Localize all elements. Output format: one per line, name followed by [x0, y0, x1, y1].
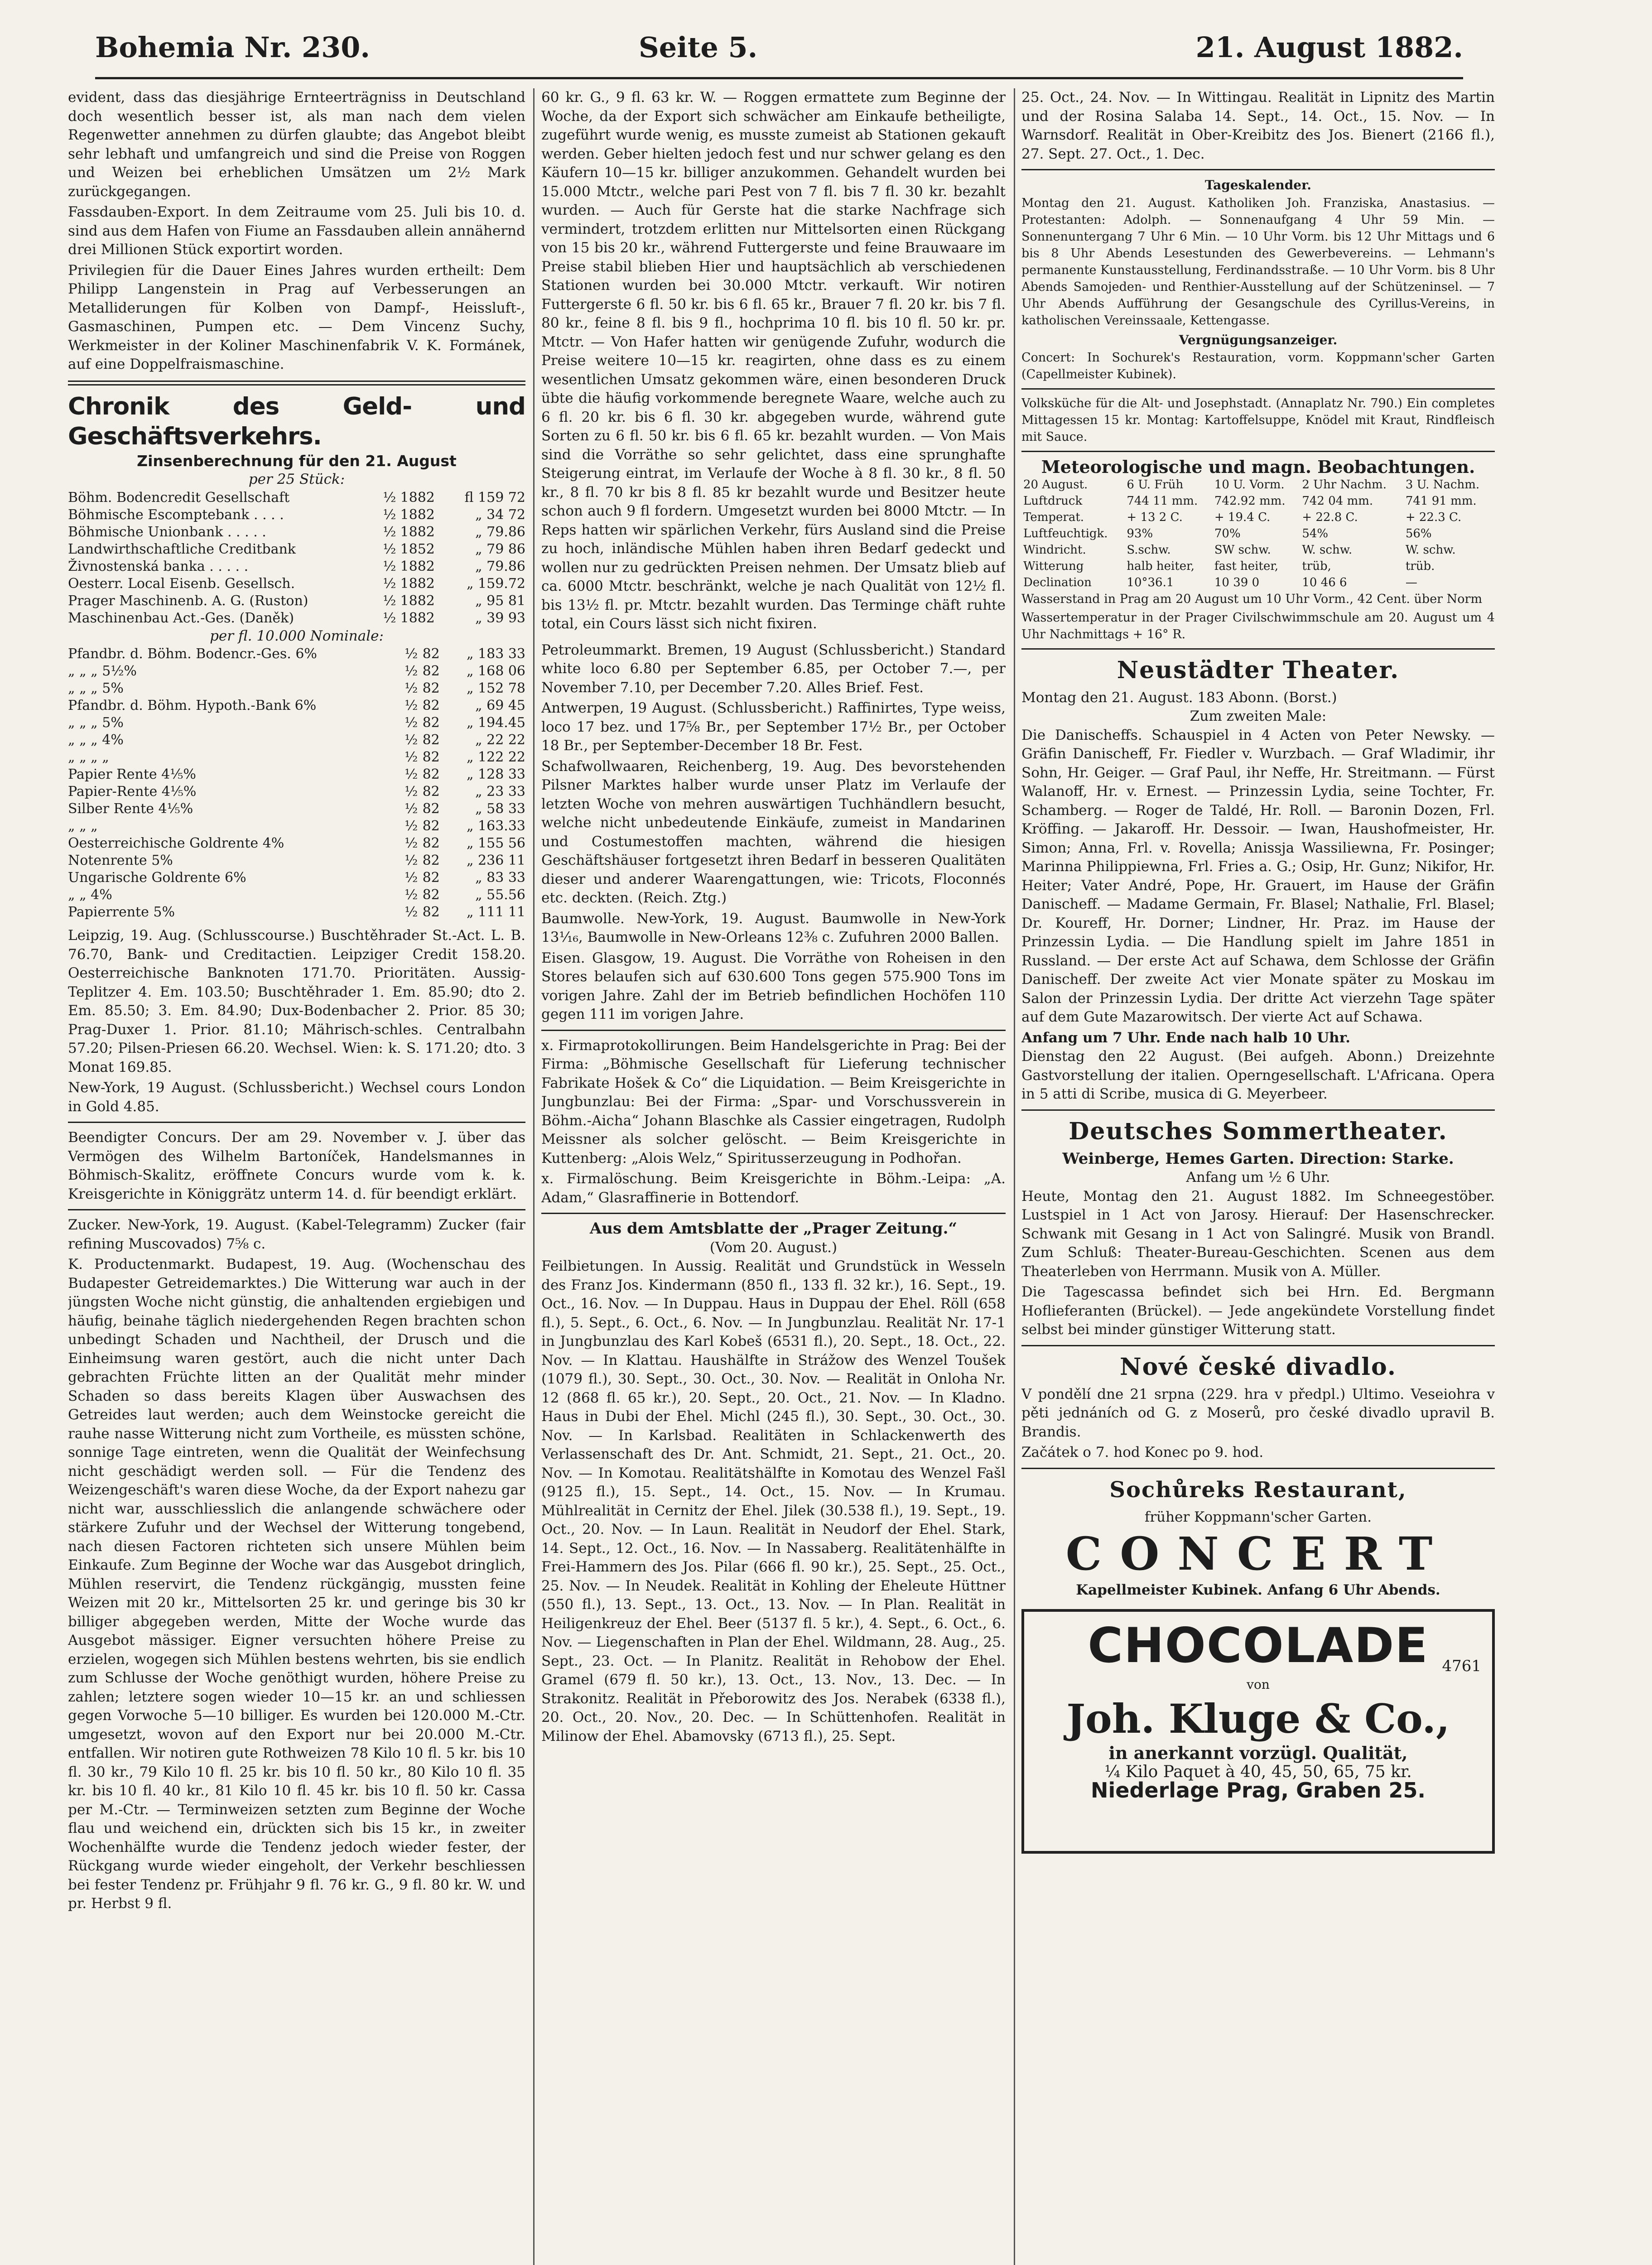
paragraph-getreide: 60 kr. G., 9 fl. 63 kr. W. — Roggen ermattete zum Beginne der Woche, da der Export sich schwächer am Einkaufe betheiligte, zugeführt wurde wenig, es musste zumeist ab Stationen gekauft werden. Geber hielten jedoch fest und nur schwer gelang es den Käufern 10—15 kr. billiger anzukommen. Gehandelt wurden bei 15.000 Mtctr., welche pari Pest von 7 fl. bis 7 fl. 30 kr. bezahlt wurden. — Auch für Gerste hat die starke Nachfrage sich vermindert, trotzdem erlitten nur Mittelsorten einen Rückgang von 15 bis 20 kr., während Futtergerste und feine Brauwaare im Preise stabil blieben Hier und hauptsächlich ab verschiedenen Stationen wurden bei 30.000 Mtctr. verkauft. Wir notiren Futtergerste 6 fl. 50 kr. bis 6 fl. 65 kr., Brauer 7 fl. 20 kr. bis 7 fl. 80 kr., feine 8 fl. bis 9 fl., hochprima 10 fl. bis 10 fl. 50 kr. pr. Mtctr. — Von Hafer hatten wir genügende Zufuhr, wodurch die Preise weitere 10—15 kr. reagirten, ohne dass es zu einem wesentlichen Umsatz gekommen wäre, einen besonderen Druck übte die häufig vorkommende beregnete Waare, welche auch zu 6 fl. 20 kr. bis 6 fl. 30 kr. abgegeben wurde, während gute Sorten zu 6 fl. 50 kr. bis 6 fl. 65 kr. bezahlt wurden. — Von Mais sind die Vorräthe so sehr gelichtet, dass eine sprunghafte Steigerung eintrat, im Verlaufe der Woche à 8 fl. 30 kr., 8 fl. 50 kr., 8 fl. 70 kr bis 8 fl. 85 kr bezahlt wurde und Besitzer heute schon auch 9 fl fordern. Umgesetzt wurden bei 8000 Mtctr. — In Reps hatten wir spärlichen Verkehr, fürs Ausland sind die Preise zu hoch, inländische Mühlen haben ihren Bedarf gedeckt und wollen nur zu gedrückten Preisen nehmen. Der Umsatz blieb auf ca. 6000 Mtctr. beschränkt, welche je nach Qualität von 12½ fl. bis 13½ fl. pr. Mtctr. bezahlt wurden. Das Terminge chäft ruhte total, ein Cours lässt sich nicht fixiren. — [541, 89, 1006, 632]
meteorology-row — [1021, 525, 1495, 542]
rate-value: „ 79.86 — [475, 558, 525, 574]
masthead — [95, 27, 1463, 79]
paragraph-schafwolle: Schafwollwaaren, Reichenberg, 19. Aug. Des bevorstehenden Pilsner Marktes halber wurde unser Platz im Verlaufe der letzten Woche von mehren auswärtigen Tuchhändlern besucht, welche nicht unbedeutende Einkäufe, zumeist in Mandarinen und Costumestoffen machten, während die hiesigen Geschäftshäuser fortgesetzt ihren Bedarf in besseren Qualitäten dieser und anderer Waarengattungen, wie: Tricots, Floconnés etc. deckten. (Reich. Ztg.) — [541, 758, 1006, 906]
rate-value: „ 236 11 — [466, 853, 525, 868]
rate-year: 82 — [422, 887, 440, 903]
rate-fraction: ½ — [405, 818, 418, 834]
divider — [1021, 1109, 1495, 1111]
per-10000-label: per fl. 10.000 Nominale: — [210, 627, 384, 644]
rate-fraction: ½ — [405, 732, 418, 748]
chocolade-firm: Joh. Kluge & Co., — [1066, 1695, 1450, 1742]
rate-year: 82 — [422, 766, 440, 782]
rate-fraction: ½ — [405, 646, 418, 662]
met-value: 10 U. Vorm. — [1214, 477, 1285, 492]
sochurek-sub: früher Koppmann'scher Garten. — [1144, 1508, 1372, 1525]
theater-neustadt-date: Montag den 21. August. 183 Abonn. (Borst.) — [1021, 689, 1337, 706]
met-value: 6 U. Früh — [1127, 477, 1184, 492]
divider — [68, 381, 525, 386]
paragraph-wassertemperatur: Wassertemperatur in der Prager Civilschwimmschule am 20. August um 4 Uhr Nachmittags + 16° R. — [1021, 610, 1495, 641]
rate-fraction: ½ — [405, 680, 418, 696]
meteorology-row — [1021, 542, 1495, 558]
paragraph-wasserstand: Wasserstand in Prag am 20 August um 10 Uhr Vorm., 42 Cent. über Norm — [1021, 592, 1483, 606]
rate-value: „ 69 45 — [475, 698, 525, 713]
met-value: trüb. — [1405, 559, 1435, 573]
rate-year: 1882 — [400, 593, 435, 609]
rate-value: „ 55.56 — [475, 887, 525, 903]
section-subtitle-zinsen: Zinsenberechnung für den 21. August — [137, 452, 457, 470]
met-value: trüb, — [1302, 559, 1331, 573]
rate-name: „ „ 4% — [68, 887, 112, 903]
rate-value: „ 34 72 — [475, 506, 525, 523]
rate-year: 82 — [422, 818, 440, 834]
rate-fraction: ½ — [405, 663, 418, 679]
rate-name: „ „ „ 5½% — [68, 663, 137, 679]
theater-neustadt-next: Dienstag den 22 August. (Bei aufgeh. Abonn.) Dreizehnte Gastvorstellung der italien. Operngesellschaft. L'Africana. Opera in 5 atti di Scribe, musica di G. Meyerbeer. — [1021, 1048, 1495, 1102]
rate-name: „ „ „ — [68, 818, 98, 834]
met-value: 744 11 mm. — [1127, 494, 1198, 508]
rate-name: Papier-Rente 4⅕% — [68, 784, 197, 800]
rate-fraction: ½ — [383, 558, 396, 574]
rate-name: Živnostenská banka . . . . . — [68, 558, 249, 574]
met-value: 3 U. Nachm. — [1405, 477, 1480, 492]
paragraph-baumwolle: Baumwolle. New-York, 19. August. Baumwolle in New-York 13⅟₁₆, Baumwolle in New-Orleans 12⅜ c. Zufuhren 2000 Ballen. — [541, 910, 1006, 945]
rate-year: 82 — [422, 680, 440, 696]
rate-fraction: ½ — [405, 887, 418, 903]
paragraph-newyork: New-York, 19 August. (Schlussbericht.) Wechsel cours London in Gold 4.85. — [68, 1079, 525, 1115]
paragraph-zucker: Zucker. New-York, 19. August. (Kabel-Telegramm) Zucker (fair refining Muscovados) 7⅝ c. — [68, 1217, 525, 1252]
paragraph-vergnuegung: Concert: In Sochurek's Restauration, vorm. Koppmann'scher Garten (Capellmeister Kubinek). — [1021, 351, 1495, 381]
rate-name: Landwirthschaftliche Creditbank — [68, 541, 296, 557]
met-value: — — [1405, 575, 1417, 589]
tageskalender-title: Tageskalender. — [1204, 178, 1312, 193]
sommertheater-text: Heute, Montag den 21. August 1882. Im Schneegestöber. Lustspiel in 1 Act von Jarosy. Hierauf: Der Hasenschrecker. Schwank mit Gesang in 1 Act von Salingré. Musik von Brandl. Zum Schluß: Theater-Bureau-Geschichten. Scenen aus dem Theaterleben von Herrmann. Musik von A. Müller. — [1021, 1188, 1495, 1280]
divider — [541, 1213, 1006, 1214]
rate-year: 1852 — [400, 541, 435, 557]
met-value: 10°36.1 — [1127, 575, 1174, 589]
chocolade-prices: ¼ Kilo Paquet à 40, 45, 50, 65, 75 kr. — [1104, 1762, 1412, 1781]
rate-value: „ 128 33 — [466, 766, 525, 782]
rate-name: Oesterreichische Goldrente 4% — [68, 835, 284, 851]
rate-fraction: ½ — [383, 524, 396, 540]
met-value: SW schw. — [1214, 543, 1271, 557]
theater-neustadt-anfang: Anfang um 7 Uhr. Ende nach halb 10 Uhr. — [1021, 1029, 1351, 1046]
met-value: + 13 2 C. — [1127, 510, 1183, 524]
met-value: fast heiter, — [1214, 559, 1279, 573]
meteorology-table — [1021, 477, 1495, 591]
theater-neustadt-zum: Zum zweiten Male: — [1190, 708, 1327, 724]
rate-year: 82 — [422, 801, 440, 817]
theater-neustadt-title: Neustädter Theater. — [1117, 656, 1400, 684]
rate-value: „ 152 78 — [466, 680, 525, 696]
rate-row — [68, 506, 525, 524]
met-value: 2 Uhr Nachm. — [1302, 477, 1387, 492]
rate-fraction: ½ — [405, 870, 418, 886]
column-middle — [541, 88, 1006, 2265]
rate-name: Silber Rente 4⅕% — [68, 801, 193, 817]
sommertheater-anfang: Anfang um ½ 6 Uhr. — [1186, 1169, 1330, 1186]
rate-name: Böhmische Unionbank . . . . . — [68, 524, 266, 540]
section-title-chronik: Chronik des Geld- und Geschäftsverkehrs. — [68, 392, 525, 450]
rate-year: 82 — [422, 749, 440, 765]
rate-name: Prager Maschinenb. A. G. (Ruston) — [68, 593, 308, 609]
rate-fraction: ½ — [405, 698, 418, 713]
meteorology-title: Meteorologische und magn. Beobachtungen. — [1041, 457, 1475, 477]
met-label: Luftfeuchtigk. — [1023, 526, 1108, 540]
meteorology-row — [1021, 574, 1495, 591]
met-value: S.schw. — [1127, 543, 1171, 557]
rate-fraction: ½ — [383, 610, 396, 626]
chocolade-niederlage: Niederlage Prag, Graben 25. — [1091, 1778, 1426, 1802]
rate-name: Oesterr. Local Eisenb. Gesellsch. — [68, 575, 295, 592]
rate-year: 82 — [422, 870, 440, 886]
meteorology-row — [1021, 493, 1495, 509]
rate-name: „ „ „ 5% — [68, 715, 124, 731]
rate-year: 82 — [422, 732, 440, 748]
met-label: 20 August. — [1023, 477, 1088, 492]
rate-value: „ 79 86 — [475, 541, 525, 557]
rate-row — [68, 575, 525, 593]
rate-row — [68, 904, 525, 921]
rate-fraction: ½ — [383, 593, 396, 609]
rate-name: Papierrente 5% — [68, 904, 175, 920]
rate-row — [68, 646, 525, 663]
rate-value: fl 159 72 — [464, 489, 525, 506]
met-value: 10 39 0 — [1214, 575, 1260, 589]
paragraph-leipzig: Leipzig, 19. Aug. (Schlusscourse.) Buschtěhrader St.-Act. L. B. 76.70, Bank- und Creditactien. Leipziger Credit 158.20. Oesterreichische Banknoten 171.70. Prioritäten. Aussig-Teplitzer 4. Em. 103.50; Buschtěhrader 1. Em. 85.90; dto 2. Em. 85.50; 3. Em. 84.90; Dux-Bodenbacher 2. Prior. 85 30; Prag-Duxer 1. Prior. 81.10; Mährisch-schles. Centralbahn 57.20; Pilsen-Priesen 66.20. Wechsel. Wien: k. S. 171.20; dto. 3 Monat 169.85. — [68, 927, 525, 1075]
met-value: 741 91 mm. — [1405, 494, 1477, 508]
sommertheater-kassa: Die Tagescassa befindet sich bei Hrn. Ed. Bergmann Hoflieferanten (Brückel). — Jede angekündete Vorstellung findet selbst bei minder günstiger Witterung statt. — [1021, 1284, 1495, 1338]
column-divider — [1014, 88, 1015, 2265]
divider — [68, 1209, 525, 1210]
divider — [1021, 451, 1495, 452]
met-value: 93% — [1127, 526, 1153, 540]
rate-value: „ 95 81 — [475, 593, 525, 609]
rate-name: „ „ „ 4% — [68, 732, 124, 748]
rate-fraction: ½ — [383, 489, 396, 506]
rate-value: „ 39 93 — [475, 610, 525, 626]
meteorology-row — [1021, 509, 1495, 525]
met-label: Declination — [1023, 575, 1092, 589]
paragraph-feilbietungen-cont: 25. Oct., 24. Nov. — In Wittingau. Realität in Lipnitz des Martin und der Rosina Salaba 14. Sept., 14. Oct., 15. Nov. — In Warnsdorf. Realität in Ober-Kreibitz des Jos. Bienert (2166 fl.), 27. Sept. 27. Oct., 1. Dec. — [1021, 89, 1495, 162]
rate-year: 1882 — [400, 610, 435, 626]
rate-row — [68, 818, 525, 835]
rate-row — [68, 749, 525, 766]
paragraph-antwerpen: Antwerpen, 19 August. (Schlussbericht.) Raffinirtes, Type weiss, loco 17 bez. und 17⅝ Br., per September 17½ Br., per October 18 Br., per September-December 18 Br. Fest. — [541, 700, 1006, 754]
rate-name: Böhm. Bodencredit Gesellschaft — [68, 489, 290, 506]
rate-fraction: ½ — [405, 784, 418, 800]
met-value: + 19.4 C. — [1214, 510, 1271, 524]
masthead-page: Seite 5. — [639, 31, 758, 64]
vergnuegung-title: Vergnügungsanzeiger. — [1179, 332, 1338, 347]
met-label: Temperat. — [1023, 510, 1084, 524]
paragraph-tageskalender: Montag den 21. August. Katholiken Joh. Franziska, Anastasius. — Protestanten: Adolph. — Sonnenaufgang 4 Uhr 59 Min. — Sonnenuntergang 7 Uhr 6 Min. — 10 Uhr Vorm. bis 12 Uhr Mittags und 6 bis 8 Uhr Abends Lesestunden des Gewerbevereins. — Lehmann's permanente Kunstausstellung, Ferdinandsstraße. — 10 Uhr Vorm. bis 8 Uhr Abends Samojeden- und Renthier-Ausstellung auf der Schützeninsel. — 7 Uhr Abends Aufführung der Gesangschule des Cyrillus-Vereins, in katholischen Vereinssaale, Kettengasse. — [1021, 196, 1495, 328]
rate-value: „ 194.45 — [466, 715, 525, 731]
rate-name: Böhmische Escomptebank . . . . — [68, 506, 284, 523]
divider — [68, 1122, 525, 1123]
rate-fraction: ½ — [405, 904, 418, 920]
rate-year: 1882 — [400, 506, 435, 523]
rate-year: 82 — [422, 853, 440, 868]
chocolade-von: von — [1247, 1677, 1270, 1692]
paragraph-concurs: Beendigter Concurs. Der am 29. November v. J. über das Vermögen des Wilhelm Bartoníček, Handelsmannes in Böhmisch-Skalitz, eröffnete Concurs wurde vom k. k. Kreisgerichte in Königgrätz unterm 14. d. für beendigt erklärt. — [68, 1129, 525, 1202]
rate-name: Maschinenbau Act.-Ges. (Daněk) — [68, 610, 294, 626]
rate-year: 82 — [422, 904, 440, 920]
paragraph-petroleum: Petroleummarkt. Bremen, 19 August (Schlussbericht.) Standard white loco 6.80 per September 6.85, per October 7.—, per November 7.10, per December 7.20. Alles Brief. Fest. — [541, 641, 1006, 696]
rate-name: Papier Rente 4⅕% — [68, 766, 196, 782]
paragraph-volkskueche: Volksküche für die Alt- und Josephstadt. (Annaplatz Nr. 790.) Ein completes Mittagessen 15 kr. Montag: Kartoffelsuppe, Knödel mit Kraut, Rindfleisch mit Sauce. — [1021, 396, 1495, 444]
rate-fraction: ½ — [405, 801, 418, 817]
rate-fraction: ½ — [405, 715, 418, 731]
rate-name: „ „ „ „ — [68, 749, 109, 765]
rate-value: „ 183 33 — [466, 646, 525, 662]
rate-row — [68, 783, 525, 800]
per-25-label: per 25 Stück: — [248, 471, 345, 487]
rate-row — [68, 697, 525, 714]
concert-banner: CONCERT — [1065, 1527, 1451, 1581]
column-left — [68, 88, 525, 2265]
met-label: Witterung — [1023, 559, 1084, 573]
rate-name: Notenrente 5% — [68, 853, 173, 868]
met-value: 54% — [1302, 526, 1329, 540]
rate-row — [68, 732, 525, 749]
column-right — [1021, 88, 1495, 2265]
rate-row — [68, 714, 525, 732]
chocolade-title: CHOCOLADE — [1088, 1617, 1429, 1673]
rate-name: Pfandbr. d. Böhm. Bodencr.-Ges. 6% — [68, 646, 317, 662]
chocolade-advert — [1021, 1609, 1495, 1854]
rate-row — [68, 489, 525, 506]
rate-fraction: ½ — [405, 766, 418, 782]
rate-year: 1882 — [400, 558, 435, 574]
rate-value: „ 122 22 — [466, 749, 525, 765]
divider — [541, 1030, 1006, 1031]
met-value: + 22.3 C. — [1405, 510, 1462, 524]
sochurek-footer: Kapellmeister Kubinek. Anfang 6 Uhr Abends. — [1076, 1582, 1440, 1598]
rate-value: „ 23 33 — [475, 784, 525, 800]
rate-fraction: ½ — [383, 541, 396, 557]
rate-name: Pfandbr. d. Böhm. Hypoth.-Bank 6% — [68, 698, 317, 713]
rate-row — [68, 610, 525, 627]
rate-value: „ 79.86 — [475, 524, 525, 540]
divider — [1021, 1345, 1495, 1346]
rate-year: 1882 — [400, 575, 435, 592]
masthead-issue: Bohemia Nr. 230. — [95, 31, 371, 64]
rate-row — [68, 835, 525, 852]
rate-value: „ 163.33 — [466, 818, 525, 834]
rate-row — [68, 869, 525, 887]
met-value: + 22.8 C. — [1302, 510, 1358, 524]
met-value: 742 04 mm. — [1302, 494, 1373, 508]
sommertheater-sub: Weinberge, Hemes Garten. Direction: Starke. — [1062, 1149, 1454, 1168]
rate-row — [68, 680, 525, 697]
rate-year: 82 — [422, 698, 440, 713]
rates-table-bonds — [68, 646, 525, 921]
met-value: halb heiter, — [1127, 559, 1194, 573]
rate-year: 82 — [422, 663, 440, 679]
met-value: 742.92 mm. — [1214, 494, 1286, 508]
rate-row — [68, 663, 525, 680]
rate-fraction: ½ — [405, 749, 418, 765]
rate-year: 1882 — [400, 524, 435, 540]
rates-table-stocks — [68, 489, 525, 627]
met-value: W. schw. — [1302, 543, 1353, 557]
rate-year: 82 — [422, 784, 440, 800]
rate-row — [68, 541, 525, 558]
rate-value: „ 168 06 — [466, 663, 525, 679]
met-value: 56% — [1405, 526, 1432, 540]
rate-row — [68, 558, 525, 575]
rate-year: 82 — [422, 646, 440, 662]
rate-year: 1882 — [400, 489, 435, 506]
paragraph-productenmarkt: K. Productenmarkt. Budapest, 19. Aug. (Wochenschau des Budapester Getreidemarktes.) Die Witterung war auch in der jüngsten Woche nicht günstig, die anhaltenden ergiebigen und häufig, beinahe täglich niedergehenden Regen brachten schon unbedingt Schaden und Nachtheil, der Drusch und die Einheimsung waren gestört, auch die nicht unter Dach gebrachten Früchte litten an der Qualität mehr minder Schaden so dass bereits Klagen über Auswachsen des Getreides laut werden; auch dem Weinstocke gereicht die rauhe nasse Witterung nicht zum Vortheile, es müssten schöne, sonnige Tage eintreten, wenn die Qualität der Weinfechsung nicht geschädigt werden soll. — Für die Tendenz des Weizengeschäft's waren diese Woche, da der Export nahezu gar nicht war, ausschliesslich die anlangende schwächere oder stärkere Zufuhr und der Wechsel der Witterung tongebend, nach diesen Factoren richteten sich unsere Mühlen beim Einkaufe. Zum Beginne der Woche war das Ausgebot dringlich, Mühlen reservirt, die Tendenz rückgängig, mussten feine Weizen mit 20 kr., Mittelsorten 25 kr. und geringe bis 30 kr billiger abgegeben werden, Mitte der Woche wurde das Ausgebot mässiger. Eigner versuchten höhere Preise zu erzielen, wogegen sich Mühlen bestens wehrten, bis sie endlich zum Schlusse der Woche genöthigt wurden, höhere Preise zu zahlen; letztere sogen wieder 10—15 kr. an und schliessen gegen Vorwoche 5—10 billiger. Es wurden bei 120.000 M.-Ctr. umgesetzt, wovon auf den Export nur bei 20.000 M.-Ctr. entfallen. Wir notiren gute Rothweizen 78 Kilo 10 fl. 5 kr. bis 10 fl. 30 kr., 79 Kilo 10 fl. 25 kr. bis 10 fl. 50 kr., 80 Kilo 10 fl. 35 kr. bis 10 fl. 40 kr., 81 Kilo 10 fl. 45 kr. bis 10 fl. 50 kr. Cassa per M.-Ctr. — Terminweizen setzten zum Beginne der Woche flau und weichend ein, drückten sich bis 15 kr., in zweiter Wochenhälfte wurde die Tendenz jedoch wieder fester, der Rückgang wurde wieder eingeholt, der Verkehr beschliessen bei fester Tendenz pr. Frühjahr 9 fl. 76 kr. G., 9 fl. 80 kr. W. und pr. Herbst 9 fl. — [68, 1256, 525, 1912]
met-label: Luftdruck — [1023, 494, 1083, 508]
rate-row — [68, 800, 525, 818]
advert-number: 4761 — [1442, 1657, 1481, 1675]
rate-value: „ 111 11 — [466, 904, 525, 920]
sochurek-title: Sochůreks Restaurant, — [1109, 1477, 1407, 1503]
column-divider — [533, 88, 535, 2265]
rate-value: „ 159.72 — [466, 575, 525, 592]
rate-fraction: ½ — [383, 575, 396, 592]
rate-fraction: ½ — [405, 853, 418, 868]
rate-name: Ungarische Goldrente 6% — [68, 870, 246, 886]
rate-fraction: ½ — [383, 506, 396, 523]
nove-divadlo-text: V pondělí dne 21 srpna (229. hra v předpl.) Ultimo. Veseiohra v pěti jednáních od G. z Moserů, pro české divadlo upravil B. Brandis. — [1021, 1386, 1495, 1440]
chocolade-quality: in anerkannt vorzügl. Qualität, — [1108, 1743, 1408, 1763]
met-value: 10 46 6 — [1302, 575, 1347, 589]
rate-year: 82 — [422, 715, 440, 731]
rate-value: „ 58 33 — [475, 801, 525, 817]
paragraph-eisen: Eisen. Glasgow, 19. August. Die Vorräthe von Roheisen in den Stores belaufen sich auf 630.600 Tons gegen 575.900 Tons im vorigen Jahre. Zahl der im Betrieb befindlichen Hochöfen 110 gegen 111 im vorigen Jahre. — [541, 949, 1006, 1022]
rate-row — [68, 887, 525, 904]
rate-value: „ 22 22 — [475, 732, 525, 748]
rate-year: 82 — [422, 835, 440, 851]
masthead-date: 21. August 1882. — [1195, 31, 1463, 64]
met-label: Windricht. — [1023, 543, 1086, 557]
rate-row — [68, 766, 525, 783]
met-value: W. schw. — [1405, 543, 1456, 557]
meteorology-row — [1021, 477, 1495, 493]
nove-divadlo-title: Nové české divadlo. — [1120, 1353, 1397, 1381]
theater-neustadt-text: Die Danischeffs. Schauspiel in 4 Acten von Peter Newsky. — Gräfin Danischeff, Fr. Fiedler v. Wurzbach. — Graf Wladimir, ihr Sohn, Hr. Geiger. — Graf Paul, ihr Neffe, Hr. Streitmann. — Fürst Walanoff, Hr. v. Ernest. — Prinzessin Lydia, seine Tochter, Fr. Schamberg. — Roger de Taldé, Hr. Roll. — Baronin Dozen, Frl. Kröffing. — Jakaroff. Hr. Dessoir. — Iwan, Haushofmeister, Hr. Simon; Anna, Frl. v. Rovella; Anissja Wassiliewna, Fr. Posinger; Marinna Philippiewna, Frl. Fries a. G.; Osip, Hr. Gunz; Nikifor, Hr. Heiter; Vater André, Pope, Hr. Grauert, im Hause der Gräfin Danischeff. — Madame Germain, Fr. Blasel; Nathalie, Frl. Blasel; Dr. Koureff, Hr. Dorner; Lindner, Hr. Praz. im Hause der Prinzessin Lydia. — Die Handlung spielt im Jahre 1851 in Russland. — Der erste Act auf Schawa, dem Schlosse der Gräfin Danischeff. Der zweite Act vier Monate später zu Moskau im Salon der Prinzessin Lydia. Der dritte Act vierzehn Tage später auf dem Gute Mazarowitsch. Der vierte Act auf Schawa. — [1021, 727, 1495, 1025]
rate-row — [68, 524, 525, 541]
amtsblatt-date: (Vom 20. August.) — [709, 1239, 838, 1256]
rate-row — [68, 593, 525, 610]
paragraph-fassdauben: Fassdauben-Export. In dem Zeitraume vom 25. Juli bis 10. d. sind aus dem Hafen von Fiume an Fassdauben allein annähernd drei Millionen Stück exportirt worden. — [68, 204, 525, 258]
paragraph-ernte: evident, dass das diesjährige Ernteerträgniss in Deutschland doch wesentlich besser ist, als man nach dem vielen Regenwetter annehmen zu dürfen glaubte; das Angebot bleibt sehr lebhaft und umfangreich und sind die Preise von Roggen und Weizen bei erheblichen Umsätzen um 2½ Mark zurückgegangen. — [68, 89, 525, 200]
divider — [1021, 388, 1495, 390]
divider — [1021, 1468, 1495, 1469]
divider — [1021, 169, 1495, 170]
meteorology-row — [1021, 558, 1495, 574]
rate-row — [68, 852, 525, 869]
divider — [1021, 648, 1495, 650]
nove-divadlo-times: Začátek o 7. hod Konec po 9. hod. — [1021, 1444, 1264, 1460]
paragraph-privilegien: Privilegien für die Dauer Eines Jahres wurden ertheilt: Dem Philipp Langenstein in Prag auf Verbesserungen an Metalliderungen für Kolben von Dampf-, Heissluft-, Gasmaschinen, Pumpen etc. — Dem Vincenz Suchy, Werkmeister in der Koliner Maschinenfabrik V. K. Formánek, auf eine Doppelfraismaschine. — [68, 262, 525, 372]
rate-name: „ „ „ 5% — [68, 680, 124, 696]
paragraph-feilbietungen: Feilbietungen. In Aussig. Realität und Grundstück in Wesseln des Franz Jos. Kindermann (850 fl., 133 fl. 32 kr.), 16. Sept., 19. Oct., 16. Nov. — In Duppau. Haus in Duppau der Ehel. Röll (658 fl.), 5. Sept., 6. Oct., 6. Nov. — In Jungbunzlau. Realität Nr. 17-1 in Jungbunzlau des Karl Kobeš (6531 fl.), 20. Sept., 18. Oct., 22. Nov. — In Klattau. Haushälfte in Strážow des Wenzel Toušek (1079 fl.), 30. Sept., 30. Oct., 30. Nov. — Realität in Onloha Nr. 12 (868 fl. 65 kr.), 20. Sept., 20. Oct., 21. Nov. — In Kladno. Haus in Dubi der Ehel. Michl (245 fl.), 30. Sept., 30. Oct., 30. Nov. — In Karlsbad. Realitäten in Schlackenwerth des Verlassenschaft des Dr. Ant. Schmidt, 21. Sept., 21. Oct., 20. Nov. — In Komotau. Realitätshälfte in Komotau des Wenzel Fašl (9125 fl.), 15. Sept., 14. Oct., 15. Nov. — In Krumau. Mühlrealität in Cernitz der Ehel. Jilek (30.538 fl.), 19. Sept., 19. Oct., 20. Nov. — In Laun. Realität in Neudorf der Ehel. Stark, 14. Sept., 12. Oct., 16. Nov. — In Nassaberg. Realitätenhälfte in Frei-Hammern des Jos. Pilar (666 fl. 90 kr.), 25. Sept., 25. Oct., 25. Nov. — In Neudek. Realität in Kohling der Eheleute Hüttner (550 fl.), 13. Sept., 13. Oct., 13. Nov. — In Plan. Realität in Heiligenkreuz der Ehel. Beer (5137 fl. 5 kr.), 4. Sept., 6. Oct., 6. Nov. — Liegenschaften in Plan der Ehel. Wildmann, 28. Aug., 25. Sept., 23. Oct. — In Planitz. Realität in Rehobow der Ehel. Gramel (679 fl. 50 kr.), 13. Oct., 13. Nov., 13. Dec. — In Strakonitz. Realität in Přeborowitz des Jos. Nerabek (6338 fl.), 20. Oct., 20. Nov., 20. Dec. — In Schüttenhofen. Realität in Milinow der Ehel. Abamovsky (6713 fl.), 25. Sept. — [541, 1258, 1006, 1745]
rate-fraction: ½ — [405, 835, 418, 851]
rate-value: „ 83 33 — [475, 870, 525, 886]
met-value: 70% — [1214, 526, 1241, 540]
amtsblatt-title: Aus dem Amtsblatte der „Prager Zeitung.“ — [589, 1219, 958, 1238]
rate-value: „ 155 56 — [466, 835, 525, 851]
paragraph-firmaprotokoll: x. Firmaprotokollirungen. Beim Handelsgerichte in Prag: Bei der Firma: „Böhmische Gesellschaft für Lieferung technischer Fabrikate Hošek & Co“ die Liquidation. — Beim Kreisgerichte in Jungbunzlau: Bei der Firma: „Spar- und Vorschussverein in Böhm.-Aicha“ Johann Blaschke als Cassier eingetragen, Rudolph Meissner als solcher gelöscht. — Beim Kreisgerichte in Kuttenberg: „Alois Welz,“ Spiritusserzeugung in Podhořan. — [541, 1037, 1006, 1166]
paragraph-firmaloeschung: x. Firmalöschung. Beim Kreisgerichte in Böhm.-Leipa: „A. Adam,“ Glasraffinerie in Bottendorf. — [541, 1171, 1006, 1206]
sommertheater-title: Deutsches Sommertheater. — [1069, 1117, 1448, 1145]
